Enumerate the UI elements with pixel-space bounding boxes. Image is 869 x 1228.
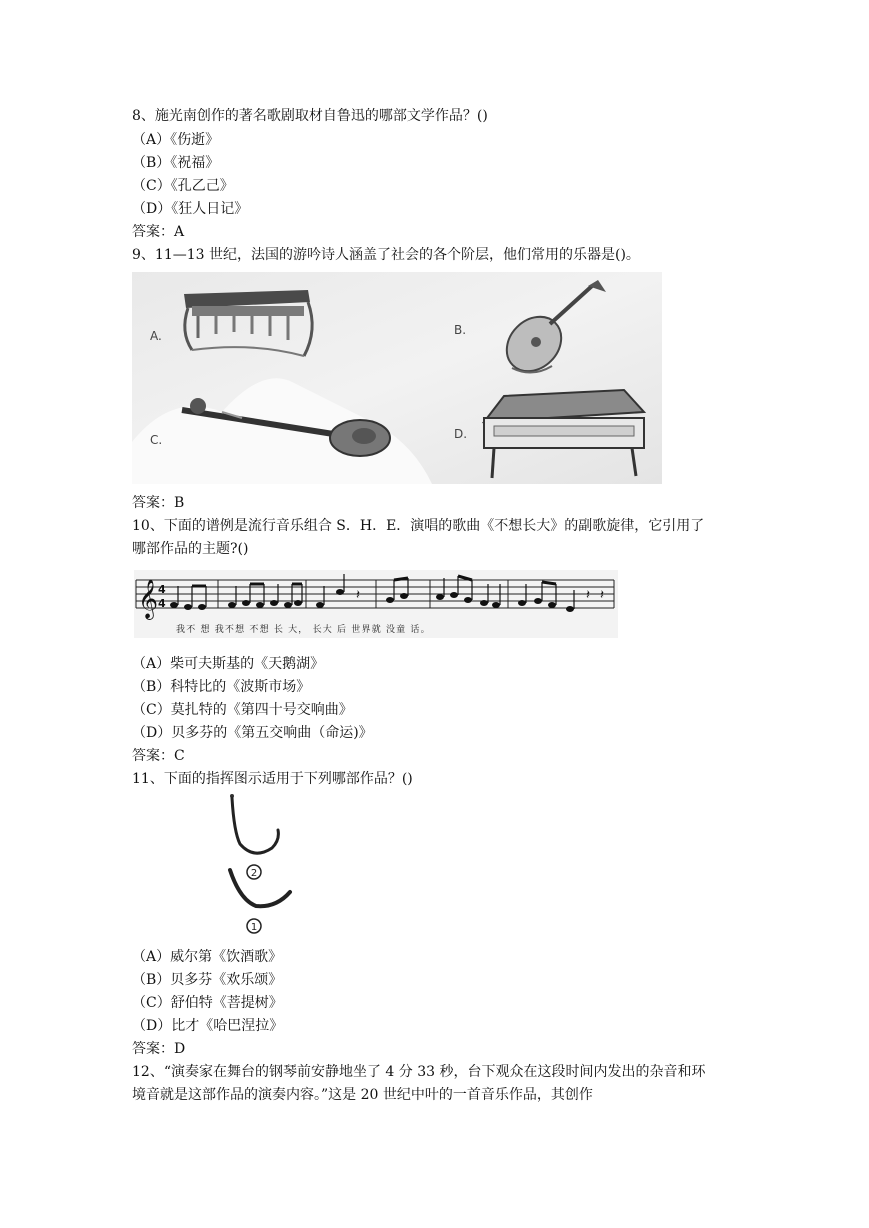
q10-option-b: （B）科特比的《波斯市场》 xyxy=(132,679,311,695)
q10-question-line2: 哪部作品的主题?() xyxy=(132,541,249,557)
q8-option-c: （C）《孔乙己》 xyxy=(132,178,234,194)
q8-option-b: （B）《祝福》 xyxy=(132,155,220,171)
q8-question: 8、施光南创作的著名歌剧取材自鲁迅的哪部文学作品？() xyxy=(132,108,488,124)
svg-text:𝄽: 𝄽 xyxy=(586,588,590,603)
q8-option-d: （D）《狂人日记》 xyxy=(132,201,249,217)
q10-question-line1: 10、下面的谱例是流行音乐组合 S．H．E．演唱的歌曲《不想长大》的副歌旋律，它引用了 xyxy=(132,518,705,534)
q11-option-d: （D）比才《哈巴涅拉》 xyxy=(132,1018,284,1034)
q9-label-a: A. xyxy=(150,329,162,343)
q11-option-c: （C）舒伯特《菩提树》 xyxy=(132,995,283,1011)
q9-label-d: D. xyxy=(454,427,468,441)
q11-option-b: （B）贝多芬《欢乐颂》 xyxy=(132,972,283,988)
q10-option-c: （C）莫扎特的《第四十号交响曲》 xyxy=(132,702,353,718)
q10-music-score xyxy=(134,570,618,638)
q10-answer: 答案：C xyxy=(132,748,185,764)
treble-clef-icon: 𝄞 xyxy=(138,579,159,619)
q9-label-c: C. xyxy=(150,433,163,447)
q12-line2: 境音就是这部作品的演奏内容。”这是 20 世纪中叶的一首音乐作品，其创作 xyxy=(132,1087,593,1103)
svg-text:𝄽: 𝄽 xyxy=(356,588,360,603)
q8-option-a: （A）《伤逝》 xyxy=(132,132,220,148)
q10-lyrics: 我不 想 我不想 不想 长 大， 长大 后 世界就 没童 话。 xyxy=(176,625,431,635)
q11-question: 11、下面的指挥图示适用于下列哪部作品？() xyxy=(132,771,413,787)
beat-label-1: 1 xyxy=(250,922,258,933)
q9-question: 9、11—13 世纪，法国的游吟诗人涵盖了社会的各个阶层，他们常用的乐器是()。 xyxy=(132,247,640,263)
beat-label-2: 2 xyxy=(250,868,258,879)
q11-option-a: （A）威尔第《饮酒歌》 xyxy=(132,949,283,965)
beat-path-downstroke xyxy=(232,798,278,853)
q9-label-b: B. xyxy=(454,323,467,337)
q9-instruments-figure xyxy=(132,272,662,484)
q11-conducting-diagram xyxy=(220,792,300,936)
q10-option-d: （D）贝多芬的《第五交响曲（命运)》 xyxy=(132,725,373,741)
time-signature-bottom: 4 xyxy=(158,597,166,610)
q11-answer: 答案：D xyxy=(132,1041,186,1057)
q12-line1: 12、“演奏家在舞台的钢琴前安静地坐了 4 分 33 秒，台下观众在这段时间内发出的杂音和环 xyxy=(132,1064,706,1080)
q10-option-a: （A）柴可夫斯基的《天鹅湖》 xyxy=(132,656,325,672)
q8-answer: 答案：A xyxy=(132,224,185,240)
time-signature-top: 4 xyxy=(158,583,166,596)
svg-text:𝄽: 𝄽 xyxy=(600,588,604,603)
q9-answer: 答案：B xyxy=(132,495,185,511)
